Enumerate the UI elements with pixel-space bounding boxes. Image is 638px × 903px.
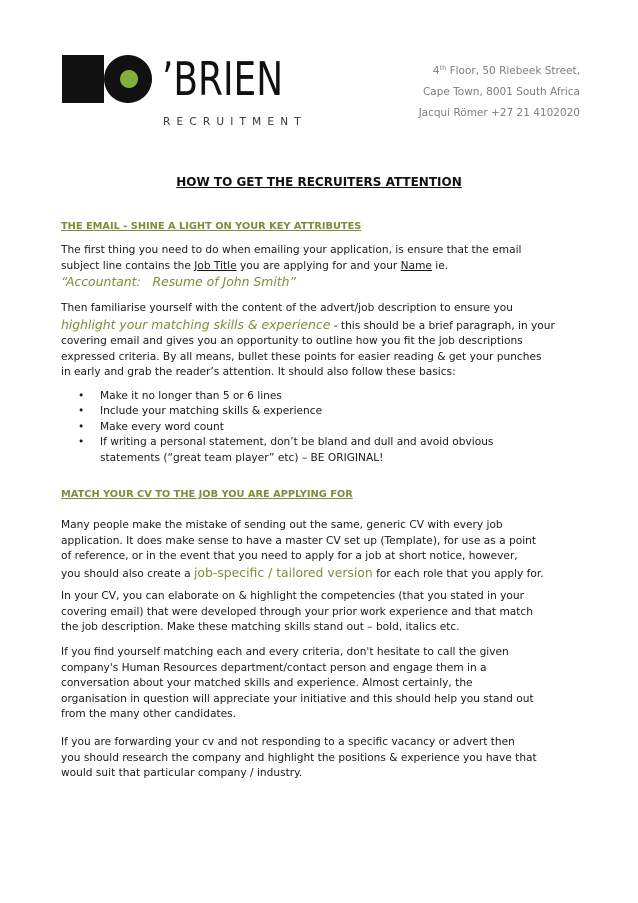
logo-block	[62, 55, 104, 103]
list-item: • If writing a personal statement, don’t be bland and dull and avoid obvious statements (“great team player” etc) – BE ORIGINAL!	[78, 436, 494, 464]
subject-line-example: “Accountant: Resume of John Smith”	[61, 274, 296, 289]
logo-name: ’BRIEN	[162, 52, 284, 106]
logo-subtitle: RECRUITMENT	[163, 116, 307, 128]
logo-dot	[120, 70, 138, 88]
email-paragraph-1: The first thing you need to do when emailing your application, is ensure that the email subject line contains the Job Title you are applying for and your Name ie.	[61, 244, 522, 272]
list-item: • Include your matching skills & experience	[78, 405, 323, 418]
company-address	[340, 58, 580, 124]
document-title: HOW TO GET THE RECRUITERS ATTENTION	[176, 175, 462, 189]
match-paragraph-2: In your CV, you can elaborate on & highlight the competencies (that you stated in your covering email) that were developed through your prior work experience and that match the job description. Make these matching skills stand out – bold, italics etc.	[61, 590, 533, 633]
match-paragraph-1: Many people make the mistake of sending out the same, generic CV with every job application. It does make sense to have a master CV set up (Template), for use as a point of reference, or in the event that you need to apply for a job at short notice, however, you should also create a job-specific / tailored version for each role that you apply for.	[61, 519, 544, 580]
email-paragraph-2: Then familiarise yourself with the content of the advert/job description to ensure you highlight your matching skills & experience - this should be a brief paragraph, in your covering email and gives you an opportunity to outline how you fit the job descriptions expressed criteria. By all means, bullet these points for easier reading & get your punches in early and grab the reader’s attention. It should also follow these basics:	[61, 302, 555, 378]
match-paragraph-3: If you find yourself matching each and every criteria, don't hesitate to call the given company's Human Resources department/contact person and engage them in a conversation about your matched skills and experience. Almost certainly, the organisation in question will appreciate your initiative and this should help you stand out from the many other candidates.	[61, 646, 534, 720]
list-item: • Make every word count	[78, 420, 224, 433]
match-paragraph-4: If you are forwarding your cv and not responding to a specific vacancy or advert then you should research the company and highlight the positions & experience you have that would suit that particular company / industry.	[61, 736, 537, 779]
address-line-2: Cape Town, 8001 South Africa	[422, 86, 580, 98]
list-item: • Make it no longer than 5 or 6 lines	[78, 390, 282, 402]
section-heading-email: THE EMAIL - SHINE A LIGHT ON YOUR KEY ATTRIBUTES	[61, 221, 362, 232]
basics-list	[78, 389, 548, 466]
company-logo	[62, 52, 307, 135]
section-heading-match-cv: MATCH YOUR CV TO THE JOB YOU ARE APPLYING FOR	[61, 489, 353, 500]
contact-line: Jacqui Römer +27 21 4102020	[418, 107, 580, 119]
address-line-1: 4th Floor, 50 Riebeek Street,	[432, 64, 580, 77]
